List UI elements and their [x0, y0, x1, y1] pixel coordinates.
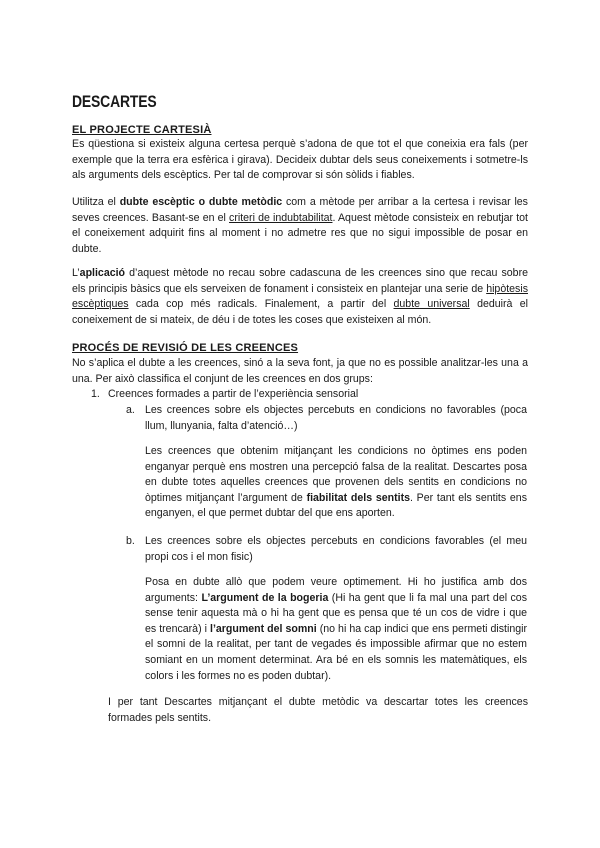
section-heading-projecte: EL PROJECTE CARTESIÀ: [72, 124, 212, 136]
text-run: . Aquest mètode consisteix en rebutjar tot el coneixement adquirit fins al moment i no admetre res que no sigui impossible de posar en dubte.: [72, 211, 528, 255]
paragraph-dubte-metodic: [72, 195, 528, 257]
underlined-term: criteri de indubtabilitat: [229, 211, 333, 224]
document-title: DESCARTES: [72, 92, 157, 111]
sublist-label-b: b.: [126, 535, 135, 547]
text-run: Les creences que obtenim mitjançant les condicions no òptimes ens poden enganyar perquè ens mostren una percepció falsa de la realitat. Descartes posa en dubte totes aquelles creences que provenen dels sentits en condicions no òptimes mitjançant l’argument de: [145, 445, 527, 504]
sublist-item-a: Les creences sobre els objectes percebuts en condicions no favorables (poca llum, llunyania, falta d’atenció…): [145, 404, 527, 432]
text-run: Utilitza el: [72, 196, 120, 208]
underlined-term: hipòtesis escèptiques: [72, 282, 528, 311]
paragraph-bogeria-somni: [145, 575, 527, 684]
sublist-item-b: Les creences sobre els objectes percebuts en condicions favorables (el meu propi cos i el mon fisic): [145, 535, 527, 563]
text-run: (no hi ha cap indici que ens permeti distingir el somni de la realitat, per tant de vegades és impossible afirmar que no estem somiant en un moment determinat. Ara bé en els somnis les matemàtiques, els colors i les formes no es poden dubtar).: [145, 622, 528, 682]
paragraph-intro: Es qüestiona si existeix alguna certesa perquè s’adona de que tot el que coneixia era fals (per exemple que la terra era esfèrica i girava). Decideix dubtar dels seus coneixements i sotmetre-ls als arguments dels escèptics. Per tal de comprovar si són sòlids i fiables.: [72, 138, 528, 182]
underlined-term: dubte universal: [393, 298, 470, 311]
bold-term: L’argument de la bogeria: [201, 591, 329, 604]
bold-term: l’argument del somni: [210, 622, 317, 635]
paragraph-conclusion: I per tant Descartes mitjançant el dubte metòdic va descartar totes les creences formades pels sentits.: [108, 696, 528, 724]
text-run: . Per tant els sentits ens enganyen, el que permet dubtar del que ens aporten.: [145, 491, 527, 520]
text-run: d’aquest mètode no recau sobre cadascuna de les creences sino que recau sobre els principis bàsics que els serveixen de fonament i consisteix en plantejar una serie de: [72, 267, 528, 295]
paragraph-aplicacio: [72, 266, 528, 328]
text-run: Posa en dubte allò que podem veure optimement. Hi ho justifica amb dos arguments:: [145, 576, 527, 604]
paragraph-proces-intro: No s’aplica el dubte a les creences, sinó a la seva font, ja que no es possible analitzar-les una a una. Per això classifica el conjunt de les creences en dos grups:: [72, 357, 528, 385]
bold-term: dubte escèptic o dubte metòdic: [119, 196, 283, 208]
section-heading-proces: PROCÉS DE REVISIÓ DE LES CREENCES: [72, 342, 299, 354]
text-run: cada cop més radicals. Finalement, a partir del: [128, 298, 394, 311]
bold-term: fiabilitat dels sentits: [306, 491, 410, 504]
paragraph-fiabilitat-sentits: [145, 444, 527, 522]
sublist-label-a: a.: [126, 404, 135, 416]
text-run: (Hi ha gent que li fa mal una part del cos sense tenir aquesta mà o hi ha gent que es pensa que té un cos de vidre i que es trencarà) i: [145, 591, 527, 635]
text-run: deduirà el coneixement de si mateix, de déu i de totes les coses que existeixen al món.: [72, 298, 528, 326]
text-run: com a mètode per arribar a la certesa i revisar les seves creences. Basant-se en el: [72, 196, 528, 224]
list-number: 1.: [91, 388, 100, 400]
list-item-text: Creences formades a partir de l’experiència sensorial: [108, 388, 359, 400]
text-run: L’: [72, 267, 80, 279]
bold-term: aplicació: [79, 267, 126, 279]
